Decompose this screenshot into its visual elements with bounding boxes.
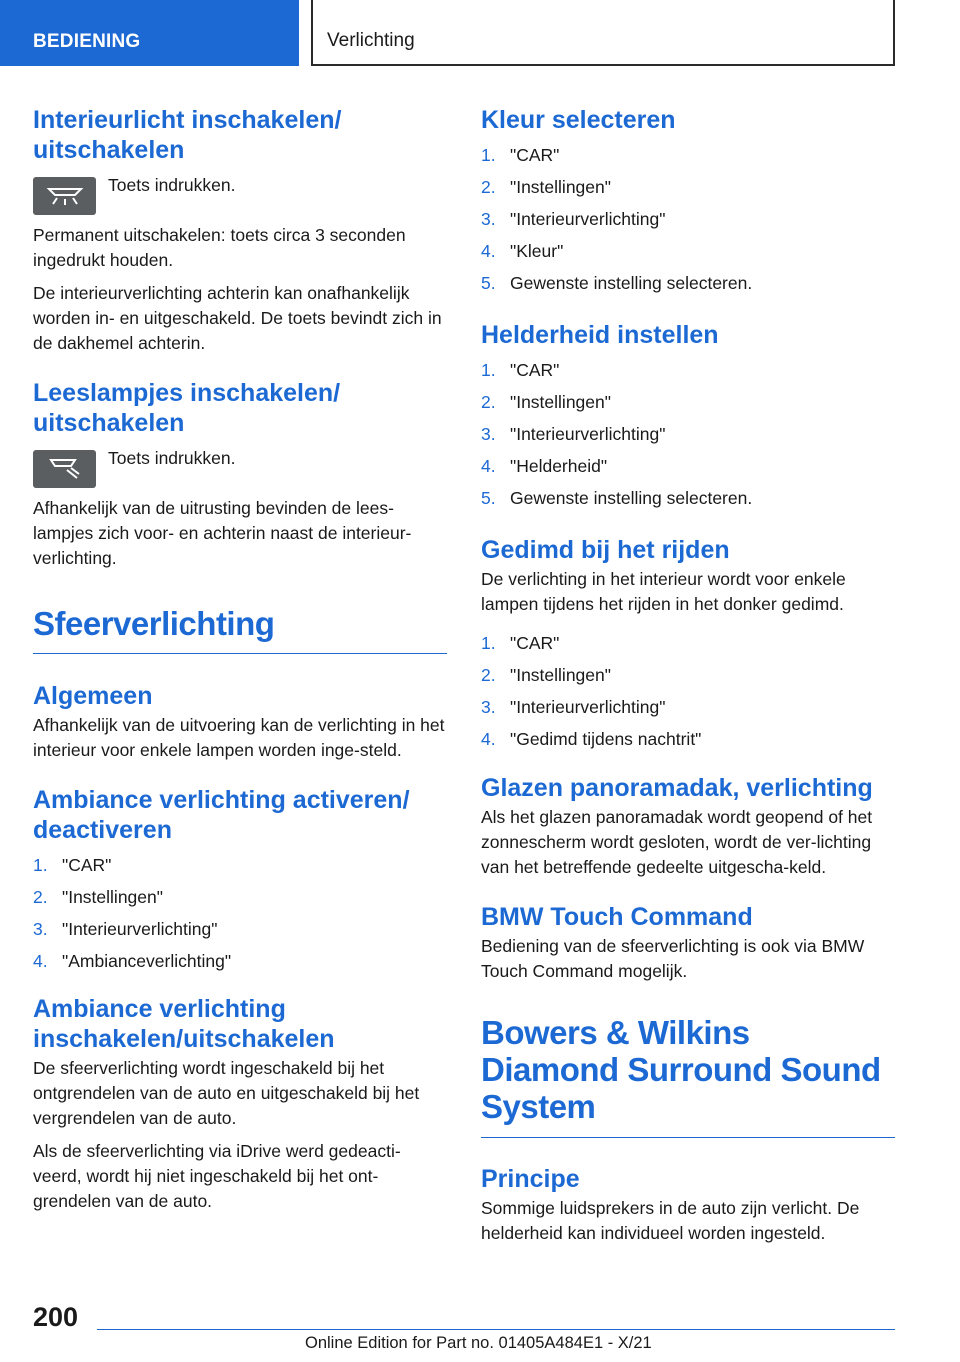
reading-light-instruction: Toets indrukken.: [108, 448, 236, 468]
ambient-onoff-heading: Ambiance verlichting inschakelen/uitschakelen: [33, 995, 335, 1053]
footer-edition: Online Edition for Part no. 01405A484E1 - X/21: [305, 1334, 652, 1352]
list-item: 2. "Instellingen": [481, 392, 611, 412]
brightness-heading: Helderheid instellen: [481, 321, 719, 349]
list-item: 2. "Instellingen": [33, 887, 163, 907]
brightness-steps: [481, 354, 895, 514]
list-item: 4. "Kleur": [481, 241, 564, 261]
ambient-activate-heading: Ambiance verlichting activeren/ deactiveren: [33, 786, 410, 844]
section-tab: BEDIENING: [0, 0, 299, 66]
interior-light-button-row: [33, 175, 447, 215]
dimmed-heading: Gedimd bij het rijden: [481, 536, 730, 564]
interior-light-paragraph-1: Permanent uitschakelen: toets circa 3 seconden ingedrukt houden.: [33, 225, 406, 270]
left-column: [33, 100, 447, 1214]
list-item: 1. "CAR": [481, 633, 560, 653]
page-number: 200: [33, 1302, 79, 1332]
color-heading: Kleur selecteren: [481, 106, 676, 134]
roof-heading: Glazen panoramadak, verlichting: [481, 774, 873, 802]
touch-command-paragraph: Bediening van de sfeerverlichting is ook via BMW Touch Command mogelijk.: [481, 936, 865, 981]
list-item: 5. Gewenste instelling selecteren.: [481, 488, 753, 508]
principle-paragraph: Sommige luidsprekers in de auto zijn verlicht. De helderheid kan individueel worden ingesteld.: [481, 1198, 860, 1243]
list-item: 4. "Gedimd tijdens nachtrit": [481, 729, 702, 749]
page-header: [0, 0, 960, 66]
roof-paragraph: Als het glazen panoramadak wordt geopend of het zonnescherm wordt gesloten, wordt de ver-lichting van het betreffende gedeelte uitgescha-keld.: [481, 807, 873, 877]
list-item: 3. "Interieurverlichting": [33, 919, 218, 939]
list-item: 1. "CAR": [33, 855, 112, 875]
ambient-onoff-paragraph-1: De sfeerverlichting wordt ingeschakeld bij het ontgrendelen van de auto en uitgeschakeld bij het vergrendelen van de auto.: [33, 1058, 420, 1128]
list-item: 1. "CAR": [481, 360, 560, 380]
list-item: 2. "Instellingen": [481, 665, 611, 685]
reading-light-button-row: [33, 448, 447, 488]
list-item: 1. "CAR": [481, 145, 560, 165]
interior-light-heading: Interieurlicht inschakelen/ uitschakelen: [33, 106, 342, 164]
reading-light-paragraph: Afhankelijk van de uitrusting bevinden de lees-lampjes zich voor- en achterin naast de interieur-verlichting.: [33, 498, 412, 568]
general-paragraph: Afhankelijk van de uitvoering kan de verlichting in het interieur voor enkele lampen worden inge-steld.: [33, 715, 445, 760]
ambient-lighting-heading: Sfeerverlichting: [33, 605, 275, 642]
list-item: 2. "Instellingen": [481, 177, 611, 197]
principle-heading: Principe: [481, 1165, 580, 1193]
list-item: 3. "Interieurverlichting": [481, 697, 666, 717]
dimmed-paragraph: De verlichting in het interieur wordt voor enkele lampen tijdens het rijden in het donker gedimd.: [481, 569, 846, 614]
dimmed-steps: [481, 627, 895, 755]
right-column: [481, 100, 895, 1246]
bowers-wilkins-heading: Bowers & Wilkins Diamond Surround Sound System: [481, 1014, 881, 1125]
chapter-tab: Verlichting: [311, 0, 895, 66]
list-item: 3. "Interieurverlichting": [481, 424, 666, 444]
interior-light-paragraph-2: De interieurverlichting achterin kan onafhankelijk worden in- en uitgeschakeld. De toets bevindt zich in de dakhemel achterin.: [33, 283, 442, 353]
ambient-lighting-rule: [33, 653, 447, 654]
interior-light-instruction: Toets indrukken.: [108, 175, 236, 195]
list-item: 5. Gewenste instelling selecteren.: [481, 273, 753, 293]
interior-light-icon: [33, 177, 96, 215]
reading-light-heading: Leeslampjes inschakelen/ uitschakelen: [33, 379, 341, 437]
color-steps: [481, 139, 895, 299]
touch-command-heading: BMW Touch Command: [481, 903, 753, 931]
ambient-onoff-paragraph-2: Als de sfeerverlichting via iDrive werd gedeacti-veerd, wordt hij niet ingeschakeld bij het ont-grendelen van de auto.: [33, 1141, 401, 1211]
general-heading: Algemeen: [33, 682, 153, 710]
ambient-activate-steps: [33, 849, 447, 977]
list-item: 3. "Interieurverlichting": [481, 209, 666, 229]
bowers-wilkins-rule: [481, 1137, 895, 1138]
list-item: 4. "Ambianceverlichting": [33, 951, 232, 971]
footer-rule: [97, 1329, 895, 1330]
reading-light-icon: [33, 450, 96, 488]
list-item: 4. "Helderheid": [481, 456, 608, 476]
